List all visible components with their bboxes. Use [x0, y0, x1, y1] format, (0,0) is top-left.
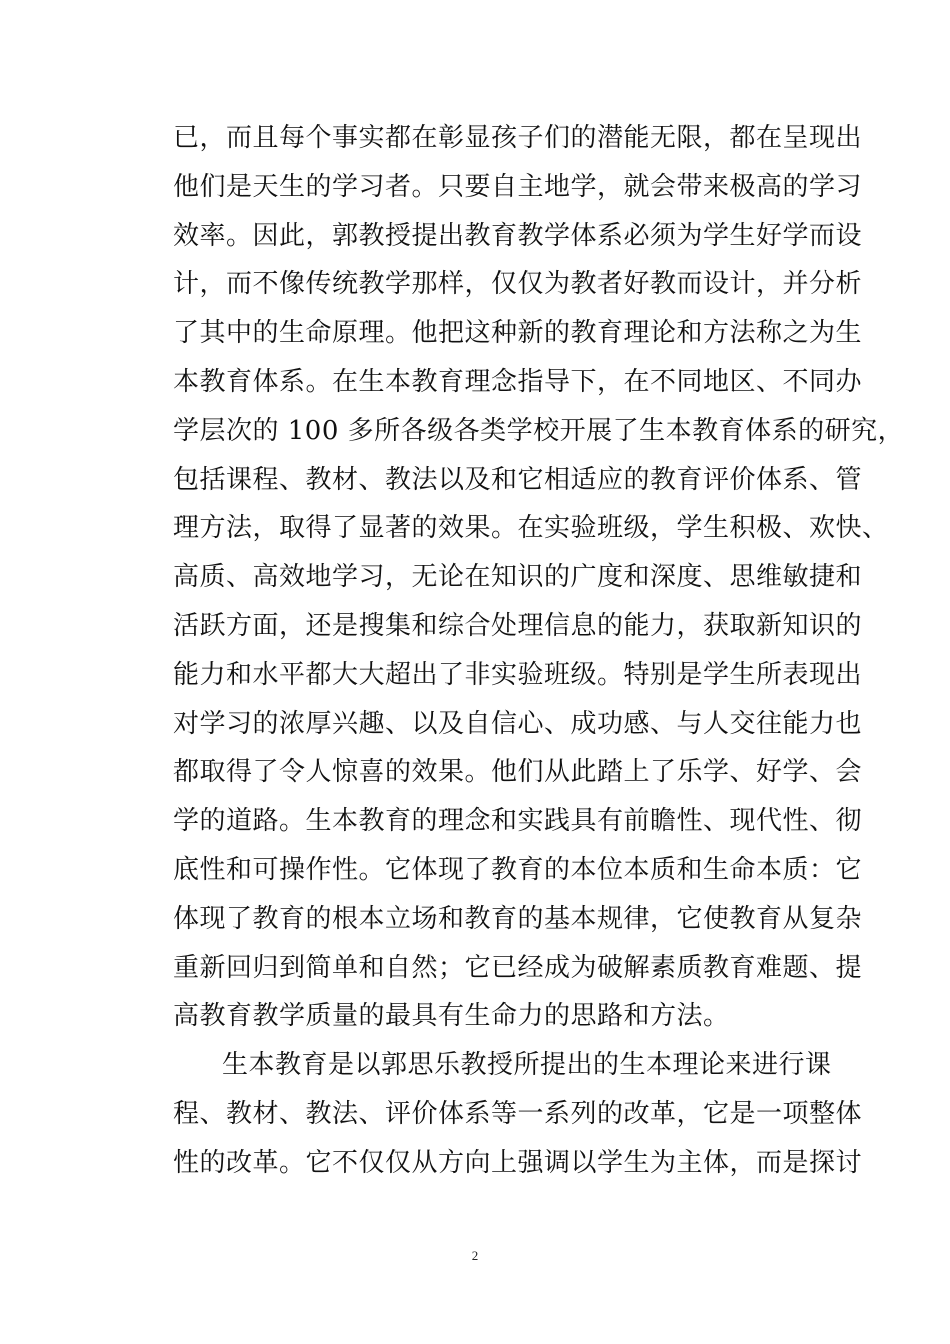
text-line: 学层次的 100 多所各级各类学校开展了生本教育体系的研究， [173, 415, 905, 446]
text-line: 重新回归到简单和自然；它已经成为破解素质教育难题、提 [173, 952, 863, 983]
text-line: 体现了教育的根本立场和教育的基本规律，它使教育从复杂 [173, 903, 863, 934]
text-line: 高教育教学质量的最具有生命力的思路和方法。 [173, 1001, 730, 1032]
text-line: 效率。因此，郭教授提出教育教学体系必须为学生好学而设 [173, 220, 863, 251]
text-line: 高质、高效地学习，无论在知识的广度和深度、思维敏捷和 [173, 562, 863, 593]
text-line: 计，而不像传统教学那样，仅仅为教者好教而设计，并分析 [173, 269, 863, 300]
text-line: 对学习的浓厚兴趣、以及自信心、成功感、与人交往能力也 [173, 708, 863, 739]
page-number: 2 [471, 1248, 479, 1263]
text-line: 本教育体系。在生本教育理念指导下，在不同地区、不同办 [173, 366, 863, 397]
text-line: 他们是天生的学习者。只要自主地学，就会带来极高的学习 [173, 171, 863, 202]
text-line: 学的道路。生本教育的理念和实践具有前瞻性、现代性、彻 [173, 806, 863, 837]
text-line: 已，而且每个事实都在彰显孩子们的潜能无限，都在呈现出 [173, 123, 863, 153]
body-text [173, 114, 905, 1188]
text-line: 包括课程、教材、教法以及和它相适应的教育评价体系、管 [173, 464, 863, 495]
text-line: 性的改革。它不仅仅从方向上强调以学生为主体，而是探讨 [173, 1147, 863, 1178]
paragraph-start-line: 生本教育是以郭思乐教授所提出的生本理论来进行课 [222, 1050, 832, 1081]
text-line: 都取得了令人惊喜的效果。他们从此踏上了乐学、好学、会 [173, 757, 863, 788]
text-line: 了其中的生命原理。他把这种新的教育理论和方法称之为生 [173, 318, 863, 349]
text-line: 底性和可操作性。它体现了教育的本位本质和生命本质：它 [173, 854, 863, 885]
text-line: 活跃方面，还是搜集和综合处理信息的能力，获取新知识的 [173, 610, 863, 641]
text-line: 理方法，取得了显著的效果。在实验班级，学生积极、欢快、 [173, 513, 889, 544]
text-line: 程、教材、教法、评价体系等一系列的改革，它是一项整体 [173, 1098, 863, 1129]
text-line: 能力和水平都大大超出了非实验班级。特别是学生所表现出 [173, 659, 863, 690]
